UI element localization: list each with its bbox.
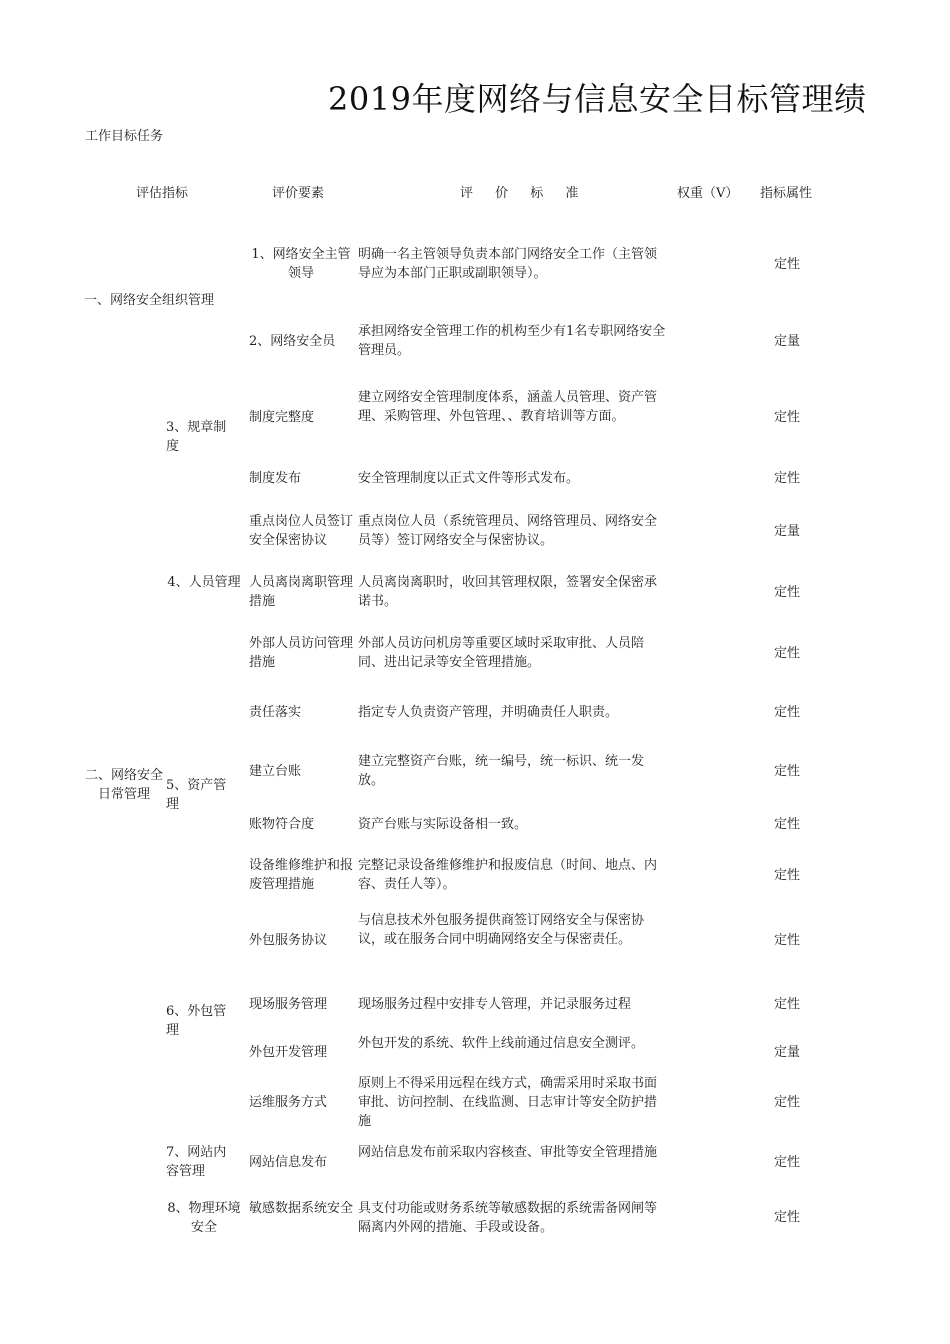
row-attribute: 定性: [774, 868, 801, 883]
header-element: 评价要素: [272, 186, 325, 201]
row-element: 账物符合度: [249, 817, 315, 832]
row-attribute: 定性: [774, 646, 801, 661]
header-attribute: 指标属性: [760, 186, 813, 201]
row-element: 外部人员访问管理措施: [249, 636, 354, 670]
row-element: 人员离岗离职管理措施: [249, 575, 354, 609]
row-attribute: 定量: [774, 1045, 801, 1060]
row-criteria: 人员离岗离职时，收回其管理权限，签署安全保密承诺书。: [358, 575, 658, 609]
row-element: 运维服务方式: [249, 1095, 328, 1110]
row-element: 设备维修维护和报废管理措施: [249, 858, 354, 892]
row-element: 敏感数据系统安全: [249, 1201, 354, 1216]
row-attribute: 定性: [774, 933, 801, 948]
row-criteria: 网站信息发布前采取内容核查、审批等安全管理措施: [358, 1145, 658, 1160]
row-attribute: 定性: [774, 471, 801, 486]
group-rules: 3、规章制度: [166, 420, 227, 454]
category-2: 二、网络安全日常管理: [84, 768, 163, 802]
row-criteria: 外包开发的系统、软件上线前通过信息安全测评。: [358, 1036, 645, 1051]
row-criteria: 现场服务过程中安排专人管理，并记录服务过程: [358, 997, 632, 1012]
row-attribute: 定性: [774, 1095, 801, 1110]
group-outsourcing: 6、外包管理: [166, 1004, 227, 1038]
row-attribute: 定量: [774, 334, 801, 349]
row-criteria: 具支付功能或财务系统等敏感数据的系统需备网闸等隔离内外网的措施、手段或设备。: [358, 1201, 658, 1235]
row-element: 制度发布: [249, 471, 302, 486]
group-physical: 8、物理环境安全: [167, 1201, 241, 1235]
row-criteria: 指定专人负责资产管理，并明确责任人职责。: [358, 705, 619, 720]
row-criteria: 重点岗位人员（系统管理员、网络管理员、网络安全员等）签订网络安全与保密协议。: [358, 514, 658, 548]
row-attribute: 定性: [774, 410, 801, 425]
row-attribute: 定性: [774, 997, 801, 1012]
row-element: 现场服务管理: [249, 997, 328, 1012]
row-element: 建立台账: [249, 764, 302, 779]
row-criteria: 建立网络安全管理制度体系，涵盖人员管理、资产管理、采购管理、外包管理、、教育培训等方面。: [358, 390, 658, 424]
row-element: 网站信息发布: [249, 1155, 328, 1170]
row-attribute: 定性: [774, 257, 801, 272]
row-attribute: 定性: [774, 705, 801, 720]
page-title: 2019年度网络与信息安全目标管理绩: [328, 80, 867, 118]
row-element: 2、网络安全员: [249, 334, 336, 349]
row-criteria: 承担网络安全管理工作的机构至少有1名专职网络安全管理员。: [358, 324, 666, 358]
group-personnel: 4、人员管理: [167, 575, 241, 590]
row-criteria: 安全管理制度以正式文件等形式发布。: [358, 471, 580, 486]
row-attribute: 定性: [774, 817, 801, 832]
row-attribute: 定性: [774, 1210, 801, 1225]
group-website: 7、网站内容管理: [166, 1145, 227, 1179]
row-criteria: 原则上不得采用远程在线方式，确需采用时采取书面审批、访问控制、在线监测、日志审计等安全防护措施: [358, 1076, 658, 1129]
row-attribute: 定性: [774, 764, 801, 779]
header-weight: 权重（V）: [677, 186, 739, 201]
row-criteria: 外部人员访问机房等重要区域时采取审批、人员陪同、进出记录等安全管理措施。: [358, 636, 645, 670]
row-element: 外包开发管理: [249, 1045, 328, 1060]
row-criteria: 建立完整资产台账，统一编号，统一标识、统一发放。: [358, 754, 645, 788]
row-element: 责任落实: [249, 705, 302, 720]
row-criteria: 资产台账与实际设备相一致。: [358, 817, 528, 832]
group-assets: 5、资产管理: [166, 778, 227, 812]
row-criteria: 完整记录设备维修维护和报废信息（时间、地点、内容、责任人等）。: [358, 858, 658, 892]
row-element: 外包服务协议: [249, 933, 328, 948]
row-element: 重点岗位人员签订安全保密协议: [249, 514, 354, 548]
category-1: 一、网络安全组织管理: [84, 293, 215, 308]
row-criteria: 明确一名主管领导负责本部门网络安全工作（主管领导应为本部门正职或副职领导）。: [358, 247, 658, 281]
row-attribute: 定性: [774, 1155, 801, 1170]
row-criteria: 与信息技术外包服务提供商签订网络安全与保密协议，或在服务合同中明确网络安全与保密责任。: [358, 913, 645, 947]
row-attribute: 定量: [774, 524, 801, 539]
row-attribute: 定性: [774, 585, 801, 600]
row-element: 制度完整度: [249, 410, 315, 425]
header-criteria: 评 价 标 准: [460, 186, 588, 201]
task-label: 工作目标任务: [84, 129, 163, 144]
row-element: 1、网络安全主管领导: [251, 247, 351, 281]
header-indicator: 评估指标: [136, 186, 189, 201]
